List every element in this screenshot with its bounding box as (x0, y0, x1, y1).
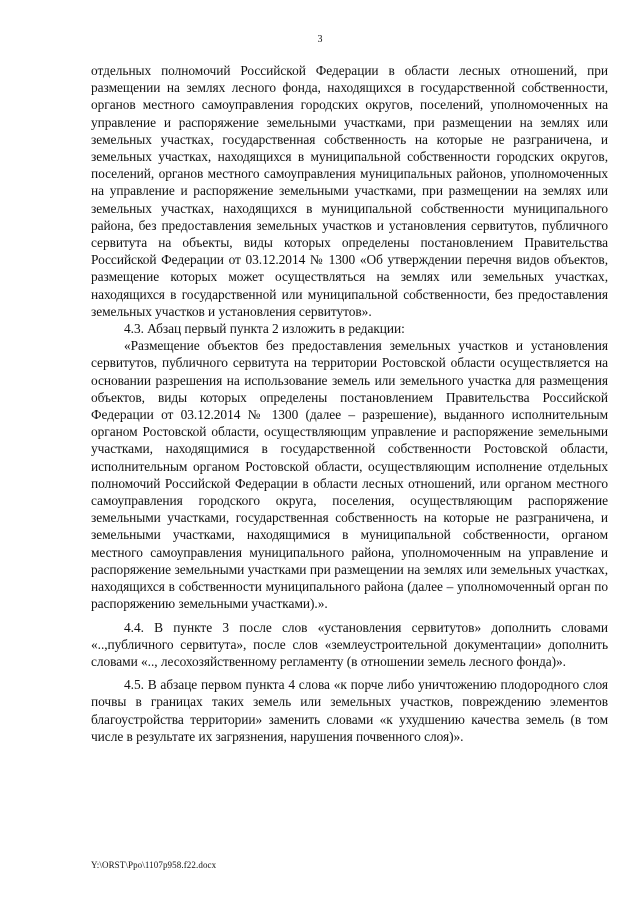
paragraph-item-4-5: 4.5. В абзаце первом пункта 4 слова «к порче либо уничтожению плодородного слоя почвы в границах таких земель или земельных участков, повреждению элементов благоустройства территории» заменить словами «к ухудшению качества земель (в том числе в результате их загрязнения, нарушения почвенного слоя)». (91, 677, 608, 744)
page-number: 3 (317, 34, 323, 45)
document-body (91, 62, 608, 745)
paragraph-item-4-3: 4.3. Абзац первый пункта 2 изложить в редакции: (124, 321, 405, 337)
paragraph-item-4-4: 4.4. В пункте 3 после слов «установления сервитутов» дополнить словами «..,публичного сервитута», после слов «землеустроительной документации» дополнить словами «.., лесохозяйственному регламенту (в отношении земель лесного фонда)». (91, 619, 608, 669)
paragraph-item-4-3-quote: «Размещение объектов без предоставления земельных участков и установления сервитутов, публичного сервитута на территории Ростовской области осуществляется на основании разрешения на использование земель или земельного участка для размещения объектов, виды которых определены постановлением Правительства Российской Федерации от 03.12.2014 № 1300 (далее – разрешение), выданного исполнительным органом Ростовской области, осуществляющим управление и распоряжение земельными участками, находящимися в государственной собственности Ростовской области, исполнительным органом Ростовской области, осуществляющим исполнение отдельных полномочий Российской Федерации в области лесных отношений, или органом местного самоуправления городского округа, поселения, осуществляющим распоряжение земельными участками, государственная собственность на которые не разграничена, и земельными участками, находящимися в муниципальной собственности, органом местного самоуправления муниципального района, уполномоченным на управление и распоряжение земельными участками при размещении на землях или земельных участках, находящихся в собственности муниципального района (далее – уполномоченный орган по распоряжению земельными участками).». (91, 338, 608, 612)
paragraph-continuation: отдельных полномочий Российской Федерации в области лесных отношений, при размещении на землях лесного фонда, находящихся в государственной собственности, органов местного самоуправления городских округов, поселений, уполномоченных на управление и распоряжение земельными участками, при размещении на землях или земельных участках, государственная собственность на которые не разграничена, и земельных участках, находящихся в муниципальной собственности городских округов, поселений, органов местного самоуправления муниципальных районов, уполномоченных на управление и распоряжение земельными участками, при размещении на землях или земельных участках, находящихся в муниципальной собственности муниципального района, без предоставления земельных участков и установления сервитутов, публичного сервитута на объекты, виды которых определены постановлением Правительства Российской Федерации от 03.12.2014 № 1300 «Об утверждении перечня видов объектов, размещение которых может осуществляться на землях или земельных участках, находящихся в государственной или муниципальной собственности, без предоставления земельных участков и установления сервитутов». (91, 63, 608, 319)
footer-file-path: Y:\ORST\Ppo\1107p958.f22.docx (91, 860, 217, 870)
